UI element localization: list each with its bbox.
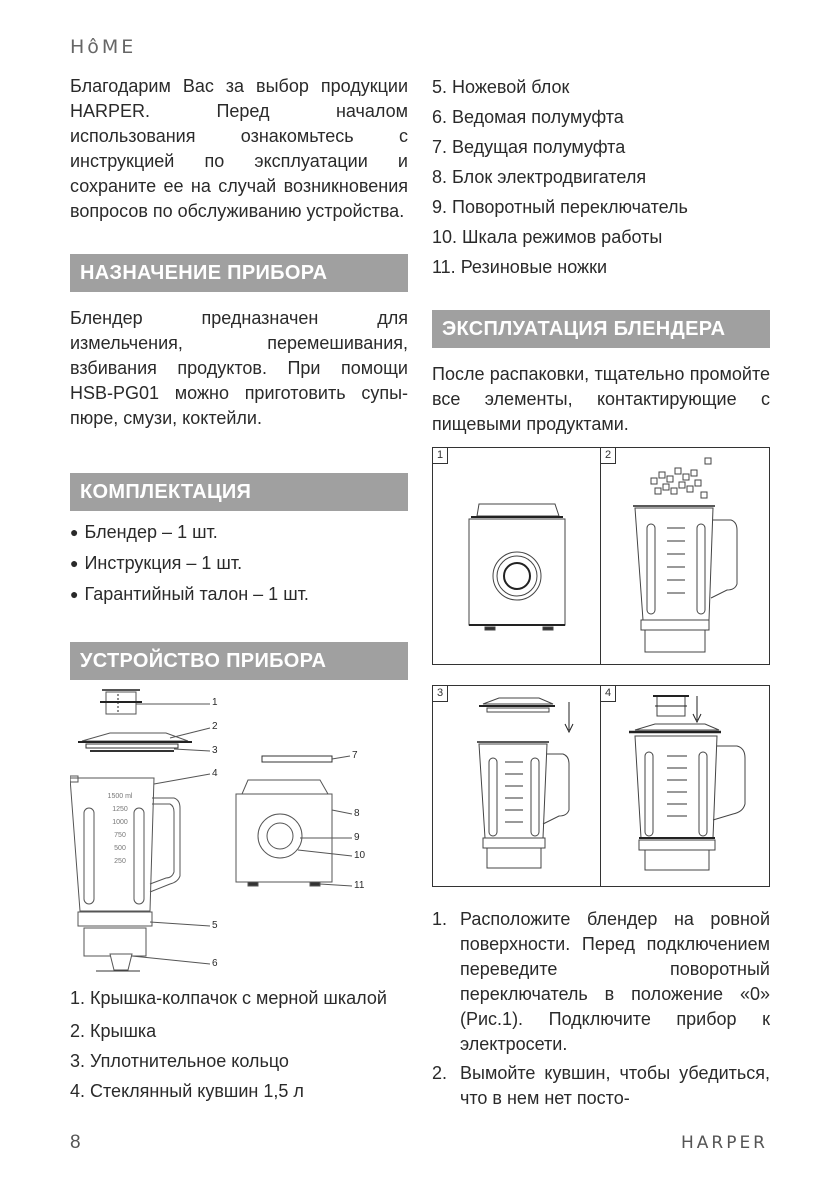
part-item: 4. Стеклянный кувшин 1,5 л bbox=[70, 1081, 304, 1101]
callout-11: 11 bbox=[354, 880, 365, 891]
step-number: 1. bbox=[432, 909, 448, 929]
part-item: 9. Поворотный переключатель bbox=[432, 197, 688, 217]
figure-4 bbox=[601, 686, 769, 886]
device-diagram bbox=[70, 686, 408, 978]
cap-placement-illustration bbox=[601, 686, 767, 886]
callout-1: 1 bbox=[212, 697, 218, 708]
callout-8: 8 bbox=[354, 808, 360, 819]
scale-mark: 250 bbox=[114, 858, 126, 865]
callout-4: 4 bbox=[212, 768, 218, 779]
blender-base-illustration bbox=[433, 448, 599, 664]
purpose-paragraph: Блендер предназначен для измельчения, перемешивания, взбивания продуктов. При помощи HSB-PG01 можно приготовить супы-пюре, смузи, коктейли. bbox=[70, 308, 408, 428]
operation-paragraph: После распаковки, тщательно промойте все элементы, контактирующие с пищевыми продуктами. bbox=[432, 364, 770, 434]
part-item: 11. Резиновые ножки bbox=[432, 257, 608, 277]
operation-steps bbox=[432, 907, 770, 1111]
jug-with-ingredients-illustration bbox=[601, 448, 767, 664]
step-item bbox=[432, 907, 770, 1057]
callout-10: 10 bbox=[354, 850, 366, 861]
figure-2 bbox=[601, 448, 769, 664]
figure-number: 1 bbox=[433, 448, 448, 464]
callout-6: 6 bbox=[212, 958, 218, 969]
figure-number: 4 bbox=[601, 686, 616, 702]
part-item: 8. Блок электродвигателя bbox=[432, 167, 647, 187]
section-header-kit: КОМПЛЕКТАЦИЯ bbox=[70, 473, 408, 511]
step-text: Вымойте кувшин, чтобы убедиться, что в нем нет посто- bbox=[460, 1063, 770, 1108]
lid-placement-illustration bbox=[433, 686, 599, 886]
scale-mark: 1000 bbox=[112, 819, 128, 826]
callout-3: 3 bbox=[212, 745, 218, 756]
section-header-operation: ЭКСПЛУАТАЦИЯ БЛЕНДЕРА bbox=[432, 310, 770, 348]
figure-number: 3 bbox=[433, 686, 448, 702]
scale-mark: 750 bbox=[114, 832, 126, 839]
part-item: 7. Ведущая полумуфта bbox=[432, 137, 626, 157]
callout-7: 7 bbox=[352, 750, 358, 761]
section-header-device: УСТРОЙСТВО ПРИБОРА bbox=[70, 642, 408, 680]
home-brand-logo: HôME bbox=[70, 36, 137, 58]
step-number: 2. bbox=[432, 1063, 448, 1083]
part-item: 10. Шкала режимов работы bbox=[432, 227, 663, 247]
section-header-purpose: НАЗНАЧЕНИЕ ПРИБОРА bbox=[70, 254, 408, 292]
kit-item: ● Инструкция – 1 шт. bbox=[70, 548, 408, 579]
intro-paragraph: Благодарим Вас за выбор продукции HARPER. Перед началом использования ознакомьтесь с инструкцией по эксплуатации и сохраните ее на случай возникновения вопросов по обслуживанию устройства. bbox=[70, 76, 408, 221]
kit-list bbox=[70, 517, 408, 610]
scale-mark: 1250 bbox=[112, 806, 128, 813]
figure-row-2 bbox=[432, 685, 770, 887]
callout-2: 2 bbox=[212, 721, 218, 732]
parts-list-left bbox=[70, 986, 408, 1106]
page-number: 8 bbox=[70, 1132, 81, 1153]
step-text: Расположите блендер на ровной поверхности. Перед подключением переведите поворотный переключатель в положение «0» (Рис.1). Подключите прибор к электросети. bbox=[460, 909, 770, 1054]
callout-5: 5 bbox=[212, 920, 218, 931]
kit-item: ● Блендер – 1 шт. bbox=[70, 517, 408, 548]
callout-9: 9 bbox=[354, 832, 360, 843]
figure-3 bbox=[433, 686, 601, 886]
scale-mark: 1500 ml bbox=[107, 793, 133, 800]
figure-row-1 bbox=[432, 447, 770, 665]
part-item: 3. Уплотнительное кольцо bbox=[70, 1051, 289, 1071]
left-column bbox=[70, 74, 408, 1106]
step-item bbox=[432, 1061, 770, 1111]
scale-mark: 500 bbox=[114, 845, 126, 852]
parts-list-right bbox=[432, 72, 770, 282]
part-item: 6. Ведомая полумуфта bbox=[432, 107, 624, 127]
kit-item: ● Гарантийный талон – 1 шт. bbox=[70, 579, 408, 610]
part-item: 2. Крышка bbox=[70, 1021, 157, 1041]
harper-brand-logo: HARPER bbox=[680, 1133, 768, 1153]
right-column bbox=[432, 74, 770, 1115]
part-item: 1. Крышка-колпачок с мерной шкалой bbox=[70, 988, 387, 1008]
figure-number: 2 bbox=[601, 448, 616, 464]
part-item: 5. Ножевой блок bbox=[432, 77, 570, 97]
figure-1 bbox=[433, 448, 601, 664]
